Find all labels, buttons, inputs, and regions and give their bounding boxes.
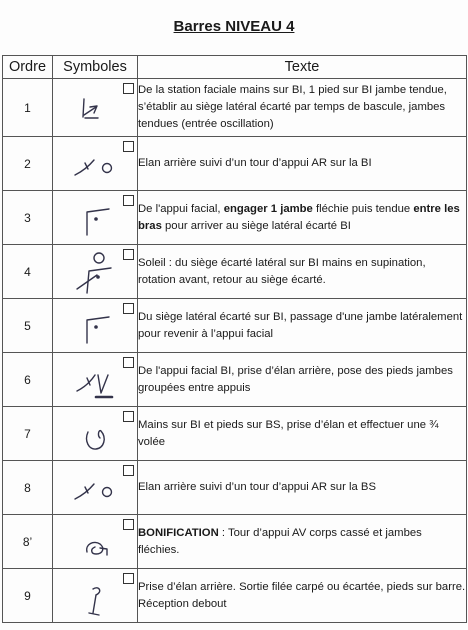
header-texte: Texte [138, 56, 467, 79]
row-order: 5 [3, 299, 53, 353]
symbol-cell [53, 191, 138, 245]
text-segment: De l'appui facial BI, prise d’élan arrière, pose des pieds jambes groupées entre appuis [138, 364, 453, 394]
symbol-cell [53, 353, 138, 407]
row-text [138, 299, 467, 353]
row-order: 7 [3, 407, 53, 461]
table-row [3, 137, 467, 191]
checkbox[interactable] [123, 83, 134, 94]
elements-table [2, 55, 467, 623]
row-text [138, 79, 467, 137]
text-segment: pour arriver au siège latéral écarté BI [161, 219, 351, 232]
text-segment: Elan arrière suivi d’un tour d’appui AR sur la BI [138, 157, 372, 169]
row-text [138, 353, 467, 407]
row-order: 4 [3, 245, 53, 299]
bold-text: entre les bras [138, 202, 460, 232]
text-segment: : Tour d’appui AV corps cassé et jambes fléchies. [138, 526, 422, 556]
row-order: 8 [3, 461, 53, 515]
text-segment: De la station faciale mains sur BI, 1 pied sur BI jambe tendue, s’établir au siège latéral écarté par temps de bascule, jambes tendues (entrée oscillation) [138, 84, 447, 130]
text-segment: Mains sur BI et pieds sur BS, prise d’élan et effectuer une ¾ volée [138, 418, 439, 448]
symbol-cell [53, 299, 138, 353]
row-text [138, 461, 467, 515]
checkbox[interactable] [123, 573, 134, 584]
page-title: Barres NIVEAU 4 [173, 18, 295, 35]
row-text [138, 515, 467, 569]
table-row [3, 407, 467, 461]
row-order: 8’ [3, 515, 53, 569]
row-order: 6 [3, 353, 53, 407]
text-segment: Soleil : du siège écarté latéral sur BI mains en supination, rotation avant, retour au siège écarté. [138, 256, 426, 286]
text-segment: Elan arrière suivi d’un tour d’appui AR sur la BS [138, 481, 376, 493]
checkbox[interactable] [123, 141, 134, 152]
dismount-symbol [63, 573, 127, 619]
table-row [3, 569, 467, 623]
table-row [3, 299, 467, 353]
text-segment: fléchie puis tendue [312, 202, 414, 215]
bold-text: BONIFICATION [138, 526, 219, 539]
table-row [3, 191, 467, 245]
swing-circle-symbol [63, 141, 127, 187]
corner-dot-symbol [63, 195, 127, 241]
row-text [138, 137, 467, 191]
checkbox[interactable] [123, 195, 134, 206]
text-segment: De l'appui facial, [138, 202, 224, 215]
table-header-row [3, 56, 467, 79]
row-text [138, 245, 467, 299]
symbol-cell [53, 461, 138, 515]
row-order: 2 [3, 137, 53, 191]
loop-symbol [63, 411, 127, 457]
symbol-cell [53, 569, 138, 623]
swing-circle-symbol [63, 465, 127, 511]
header-symboles: Symboles [53, 56, 138, 79]
mount-arrow-symbol [63, 85, 127, 131]
checkbox[interactable] [123, 411, 134, 422]
symbol-cell [53, 137, 138, 191]
row-text [138, 569, 467, 623]
bonus-circle-symbol [63, 519, 127, 565]
table-row [3, 461, 467, 515]
swing-feet-symbol [63, 357, 127, 403]
table-row [3, 79, 467, 137]
table-row [3, 245, 467, 299]
symbol-cell [53, 245, 138, 299]
checkbox[interactable] [123, 357, 134, 368]
text-segment: Du siège latéral écarté sur BI, passage d'une jambe latéralement pour revenir à l’appui facial [138, 310, 463, 340]
checkbox[interactable] [123, 303, 134, 314]
text-segment: Prise d’élan arrière. Sortie filée carpé ou écartée, pieds sur barre. Réception debout [138, 580, 466, 610]
symbol-cell [53, 515, 138, 569]
checkbox[interactable] [123, 519, 134, 530]
sun-figure-symbol [63, 249, 127, 295]
symbol-cell [53, 79, 138, 137]
checkbox[interactable] [123, 249, 134, 260]
bold-text: engager 1 jambe [223, 202, 313, 215]
header-ordre: Ordre [3, 56, 53, 79]
table-row [3, 353, 467, 407]
table-row [3, 515, 467, 569]
row-text [138, 191, 467, 245]
checkbox[interactable] [123, 465, 134, 476]
symbol-cell [53, 407, 138, 461]
corner-dot-symbol [63, 303, 127, 349]
row-order: 3 [3, 191, 53, 245]
row-text [138, 407, 467, 461]
row-order: 1 [3, 79, 53, 137]
row-order: 9 [3, 569, 53, 623]
